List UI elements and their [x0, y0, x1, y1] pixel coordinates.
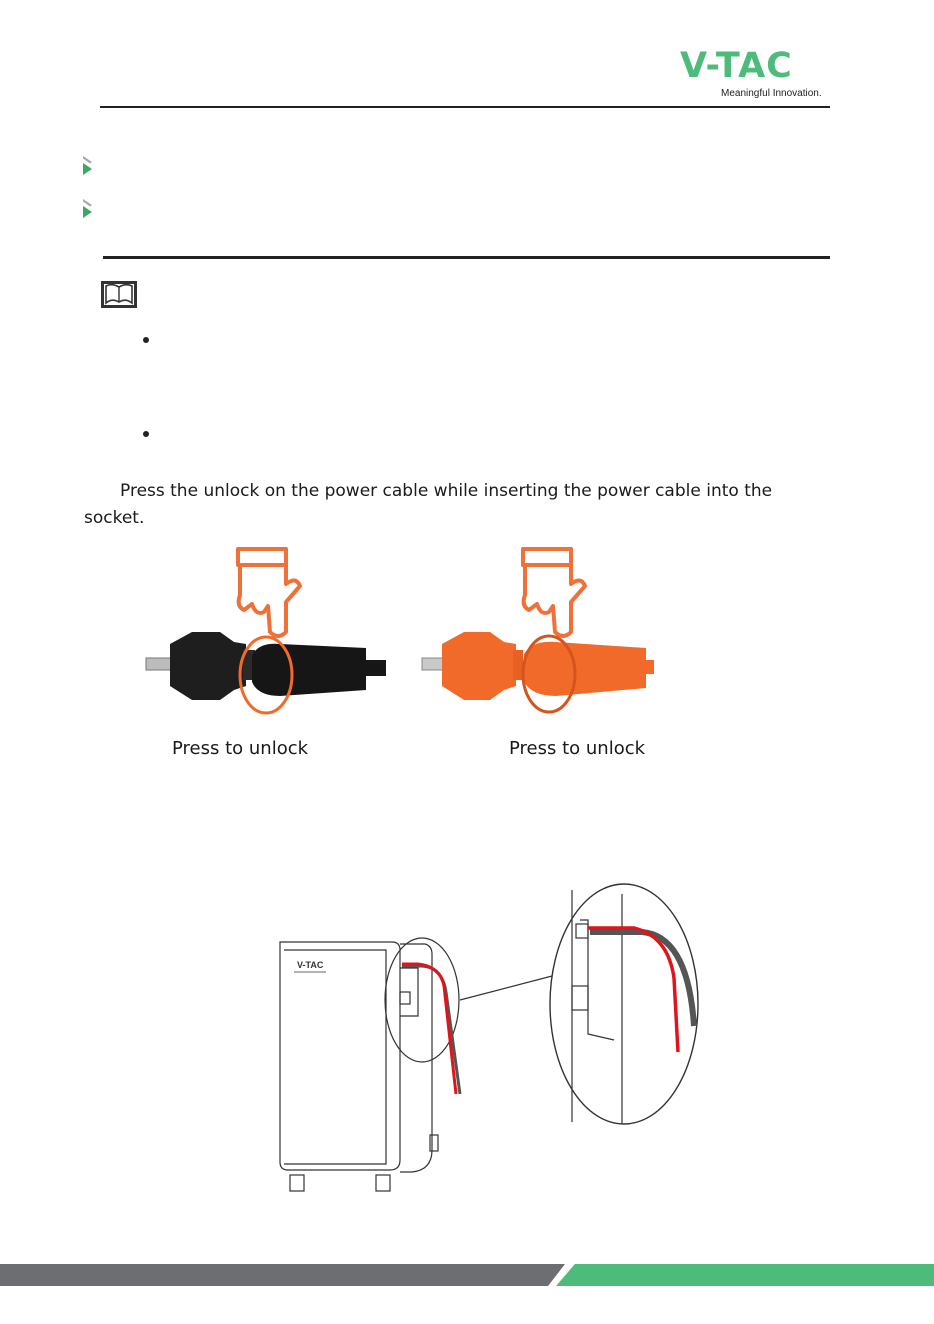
- footer-bar-green: [556, 1264, 934, 1286]
- battery-unit: [280, 942, 438, 1191]
- brand-logo-text: V-TAC: [680, 46, 793, 86]
- section-divider: [103, 256, 830, 259]
- instruction-line-1: Press the unlock on the power cable while inserting the power cable into the: [120, 481, 773, 501]
- caption-right: Press to unlock: [509, 738, 646, 759]
- footer-bar-gray: [0, 1264, 565, 1286]
- pointing-hand-icon: [523, 549, 585, 636]
- caption-left: Press to unlock: [172, 738, 309, 759]
- battery-diagram: [270, 880, 710, 1200]
- open-book-icon: [101, 281, 137, 308]
- green-arrow-icon: [80, 197, 94, 219]
- header-divider: [100, 106, 830, 108]
- instruction-line-2: socket.: [84, 508, 145, 528]
- device-logo: V-TAC: [297, 960, 324, 970]
- brand-tagline: Meaningful Innovation.: [721, 88, 822, 99]
- instruction-paragraph: [84, 478, 784, 532]
- pointing-hand-icon: [238, 549, 300, 636]
- orange-connector: [422, 632, 654, 712]
- list-bullet: [143, 337, 149, 343]
- brand-logo: [680, 44, 793, 88]
- list-bullet: [143, 431, 149, 437]
- black-connector: [146, 632, 386, 713]
- green-arrow-icon: [80, 154, 94, 176]
